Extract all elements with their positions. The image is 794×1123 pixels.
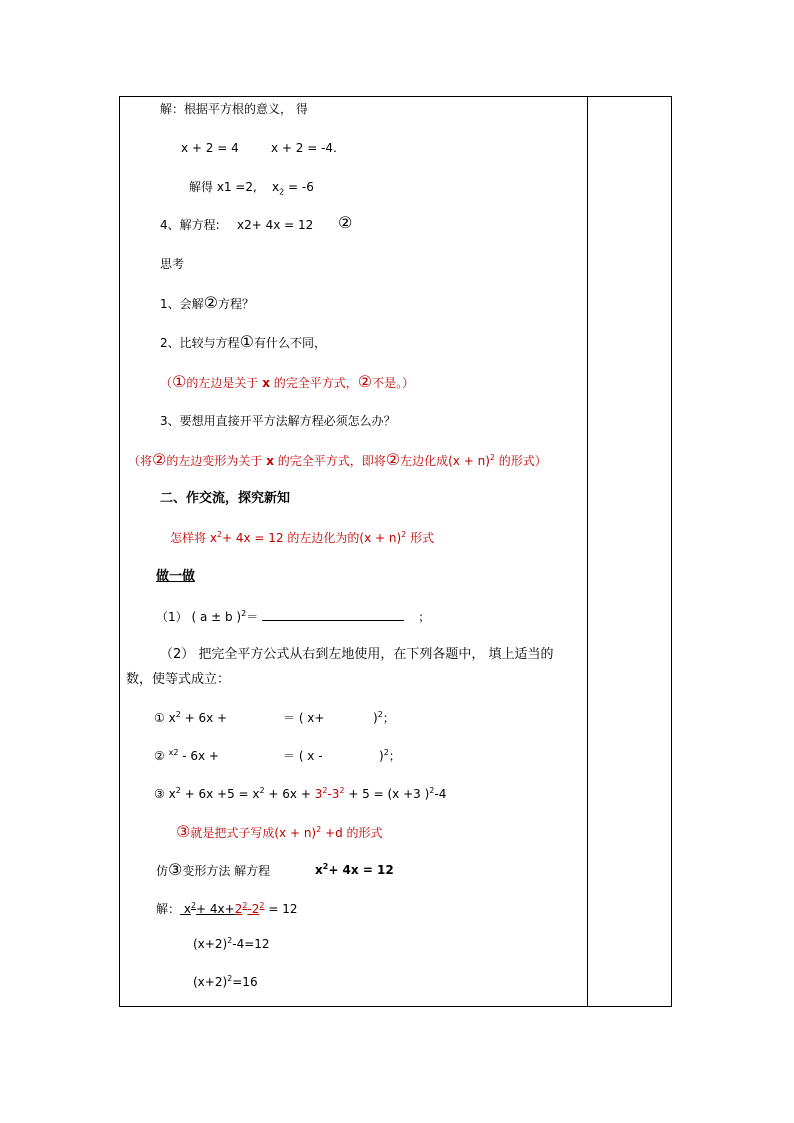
text: - (247, 902, 252, 916)
answer-2 (160, 374, 414, 391)
text: x + 2 = -4. (271, 141, 337, 155)
text: （ (160, 376, 173, 390)
imitate-line (156, 862, 270, 879)
superscript: 2 (316, 825, 322, 834)
exercise-2-cont (126, 672, 230, 688)
text: ； (388, 749, 401, 763)
text: = 12 (264, 902, 298, 916)
circled-number: ② (152, 450, 167, 469)
text: 方程？ (217, 297, 254, 311)
text: ； (418, 610, 431, 624)
text: - 6x + (178, 749, 219, 763)
text: = -6 (284, 180, 314, 194)
text: ； (382, 711, 395, 725)
superscript: 2 (227, 974, 233, 983)
table-column-divider (587, 96, 588, 1007)
text: (x + n) (448, 454, 490, 468)
circled-two (338, 215, 352, 231)
do-it-heading (156, 569, 195, 585)
text: x (262, 376, 270, 390)
text: （2） 把完全平方公式从右到左地使用，在下列各题中， 填上适当的 (160, 647, 554, 662)
text: 解： (156, 902, 181, 916)
solution-step-3 (193, 974, 258, 990)
text: 解：根据平方根的意义， 得 (160, 102, 308, 116)
text: ＝ ( x+ (283, 711, 325, 725)
text: x (272, 180, 280, 194)
answer-blank (262, 608, 404, 621)
subscript: 2 (279, 187, 285, 197)
text: =16 (232, 975, 258, 989)
text: + 6x + (264, 787, 315, 801)
superscript: 2 (339, 786, 345, 795)
text: 仿 (156, 864, 169, 878)
text: + 6x + (180, 711, 228, 725)
solution-result (189, 179, 257, 195)
item-2 (154, 748, 219, 764)
text: (x+2) (193, 975, 228, 989)
text: 就是把式子写成 (190, 826, 275, 840)
item-2-close (379, 748, 401, 764)
text: + 4x = 12 (328, 863, 394, 877)
item-2-rhs (283, 748, 323, 764)
text: x (315, 863, 323, 877)
superscript: 2 (175, 710, 181, 719)
text: ① x (154, 711, 176, 725)
text: ② (338, 213, 353, 232)
text: 2 (251, 902, 260, 916)
text: 的左边变形为关于 (166, 454, 267, 468)
text: 形式 (406, 531, 435, 545)
text: ) (379, 749, 384, 763)
text: (x + n) (274, 826, 317, 840)
text: + 6x +5 = x (180, 787, 260, 801)
item-1 (154, 710, 227, 726)
superscript: 2 (175, 786, 181, 795)
text: 做一做 (156, 569, 196, 584)
imitate-equation (315, 862, 394, 878)
superscript: 2 (429, 786, 435, 795)
text: x (266, 454, 274, 468)
text: 1、会解 (160, 297, 204, 311)
question-3 (160, 413, 396, 429)
text: 数，使等式成立： (126, 672, 231, 687)
text: （将 (128, 454, 153, 468)
text: 2、比较与方程 (160, 336, 240, 350)
text: x (180, 902, 191, 916)
exercise-1 (156, 608, 430, 625)
answer-3 (128, 452, 547, 469)
solution-result-2 (272, 179, 314, 195)
circled-number: ② (203, 293, 218, 312)
text: 有什么不同， (253, 336, 326, 350)
text: -3 (327, 787, 340, 801)
text: x2+ 4x = 12 (237, 218, 314, 232)
text: + 5 = (x +3 ) (344, 787, 430, 801)
superscript: 2 (241, 609, 247, 618)
section-heading (160, 491, 290, 507)
text: + 4x+ (196, 902, 235, 916)
superscript: 2 (173, 748, 179, 757)
text: -4=12 (232, 937, 270, 951)
text: 怎样将 x (170, 531, 217, 545)
text: +d 的形式 (321, 826, 383, 840)
text: 3 (314, 787, 323, 801)
circled-number: ① (172, 372, 187, 391)
text: -4 (434, 787, 447, 801)
text: ) (373, 711, 378, 725)
circled-number: ② (357, 372, 373, 391)
text: 解得 x1 =2, (189, 180, 257, 194)
item-1-close (373, 710, 395, 726)
think-heading (160, 256, 184, 272)
text: 不是。） (372, 376, 415, 390)
text: （1） ( a ± b ) (156, 610, 242, 624)
text: 思考 (160, 257, 185, 271)
circled-number: ① (239, 332, 254, 351)
text: ＝ (246, 610, 259, 624)
text: x (168, 748, 174, 757)
text: 的左边是关于 (186, 376, 263, 390)
text: + 4x = 12 的左边化为的 (222, 531, 360, 545)
superscript: 2 (259, 901, 265, 910)
problem-4 (160, 217, 220, 233)
question-1 (160, 295, 254, 312)
circled-number: ② (385, 450, 401, 469)
superscript: 2 (377, 710, 383, 719)
text: x + 2 = 4 (181, 141, 239, 155)
text: 4、解方程: (160, 218, 220, 232)
text: 2 (234, 902, 243, 916)
superscript: 2 (322, 862, 329, 871)
text: 的形式） (494, 454, 547, 468)
superscript: 2 (322, 786, 328, 795)
circled-number: ③ (168, 860, 183, 879)
text: 的完全平方式，即将 (273, 454, 386, 468)
text: 左边化成 (400, 454, 449, 468)
solution-step-2 (193, 936, 270, 952)
text: (x + n) (359, 531, 402, 545)
circled-number: ③ (176, 822, 191, 841)
prompt-how (170, 530, 434, 546)
question-2 (160, 334, 326, 351)
solution-line-1 (160, 101, 308, 117)
text: (x+2) (193, 937, 228, 951)
item-1-rhs (283, 710, 324, 726)
superscript: 2 (227, 936, 233, 945)
text: ② (154, 749, 169, 763)
text: 变形方法 解方程 (182, 864, 271, 878)
superscript: 2 (216, 530, 223, 539)
text: 二、作交流，探究新知 (160, 491, 291, 506)
text: 3、要想用直接开平方法解方程必须怎么办？ (160, 414, 396, 428)
text: 的完全平方式， (269, 376, 358, 390)
exercise-2 (160, 647, 554, 663)
text: ③ x (154, 787, 176, 801)
equation-line-b (271, 140, 337, 156)
item-3 (154, 786, 446, 802)
superscript: 2 (489, 453, 495, 462)
text: ＝ ( x - (283, 749, 323, 763)
problem-4-equation (237, 217, 313, 233)
superscript: 2 (242, 901, 248, 910)
superscript: 2 (190, 901, 197, 910)
superscript: 2 (401, 530, 407, 539)
superscript: 2 (383, 748, 389, 757)
equation-line-a (181, 140, 239, 156)
solution-step-1 (156, 901, 297, 917)
superscript: 2 (259, 786, 265, 795)
item-3-note (176, 824, 383, 841)
